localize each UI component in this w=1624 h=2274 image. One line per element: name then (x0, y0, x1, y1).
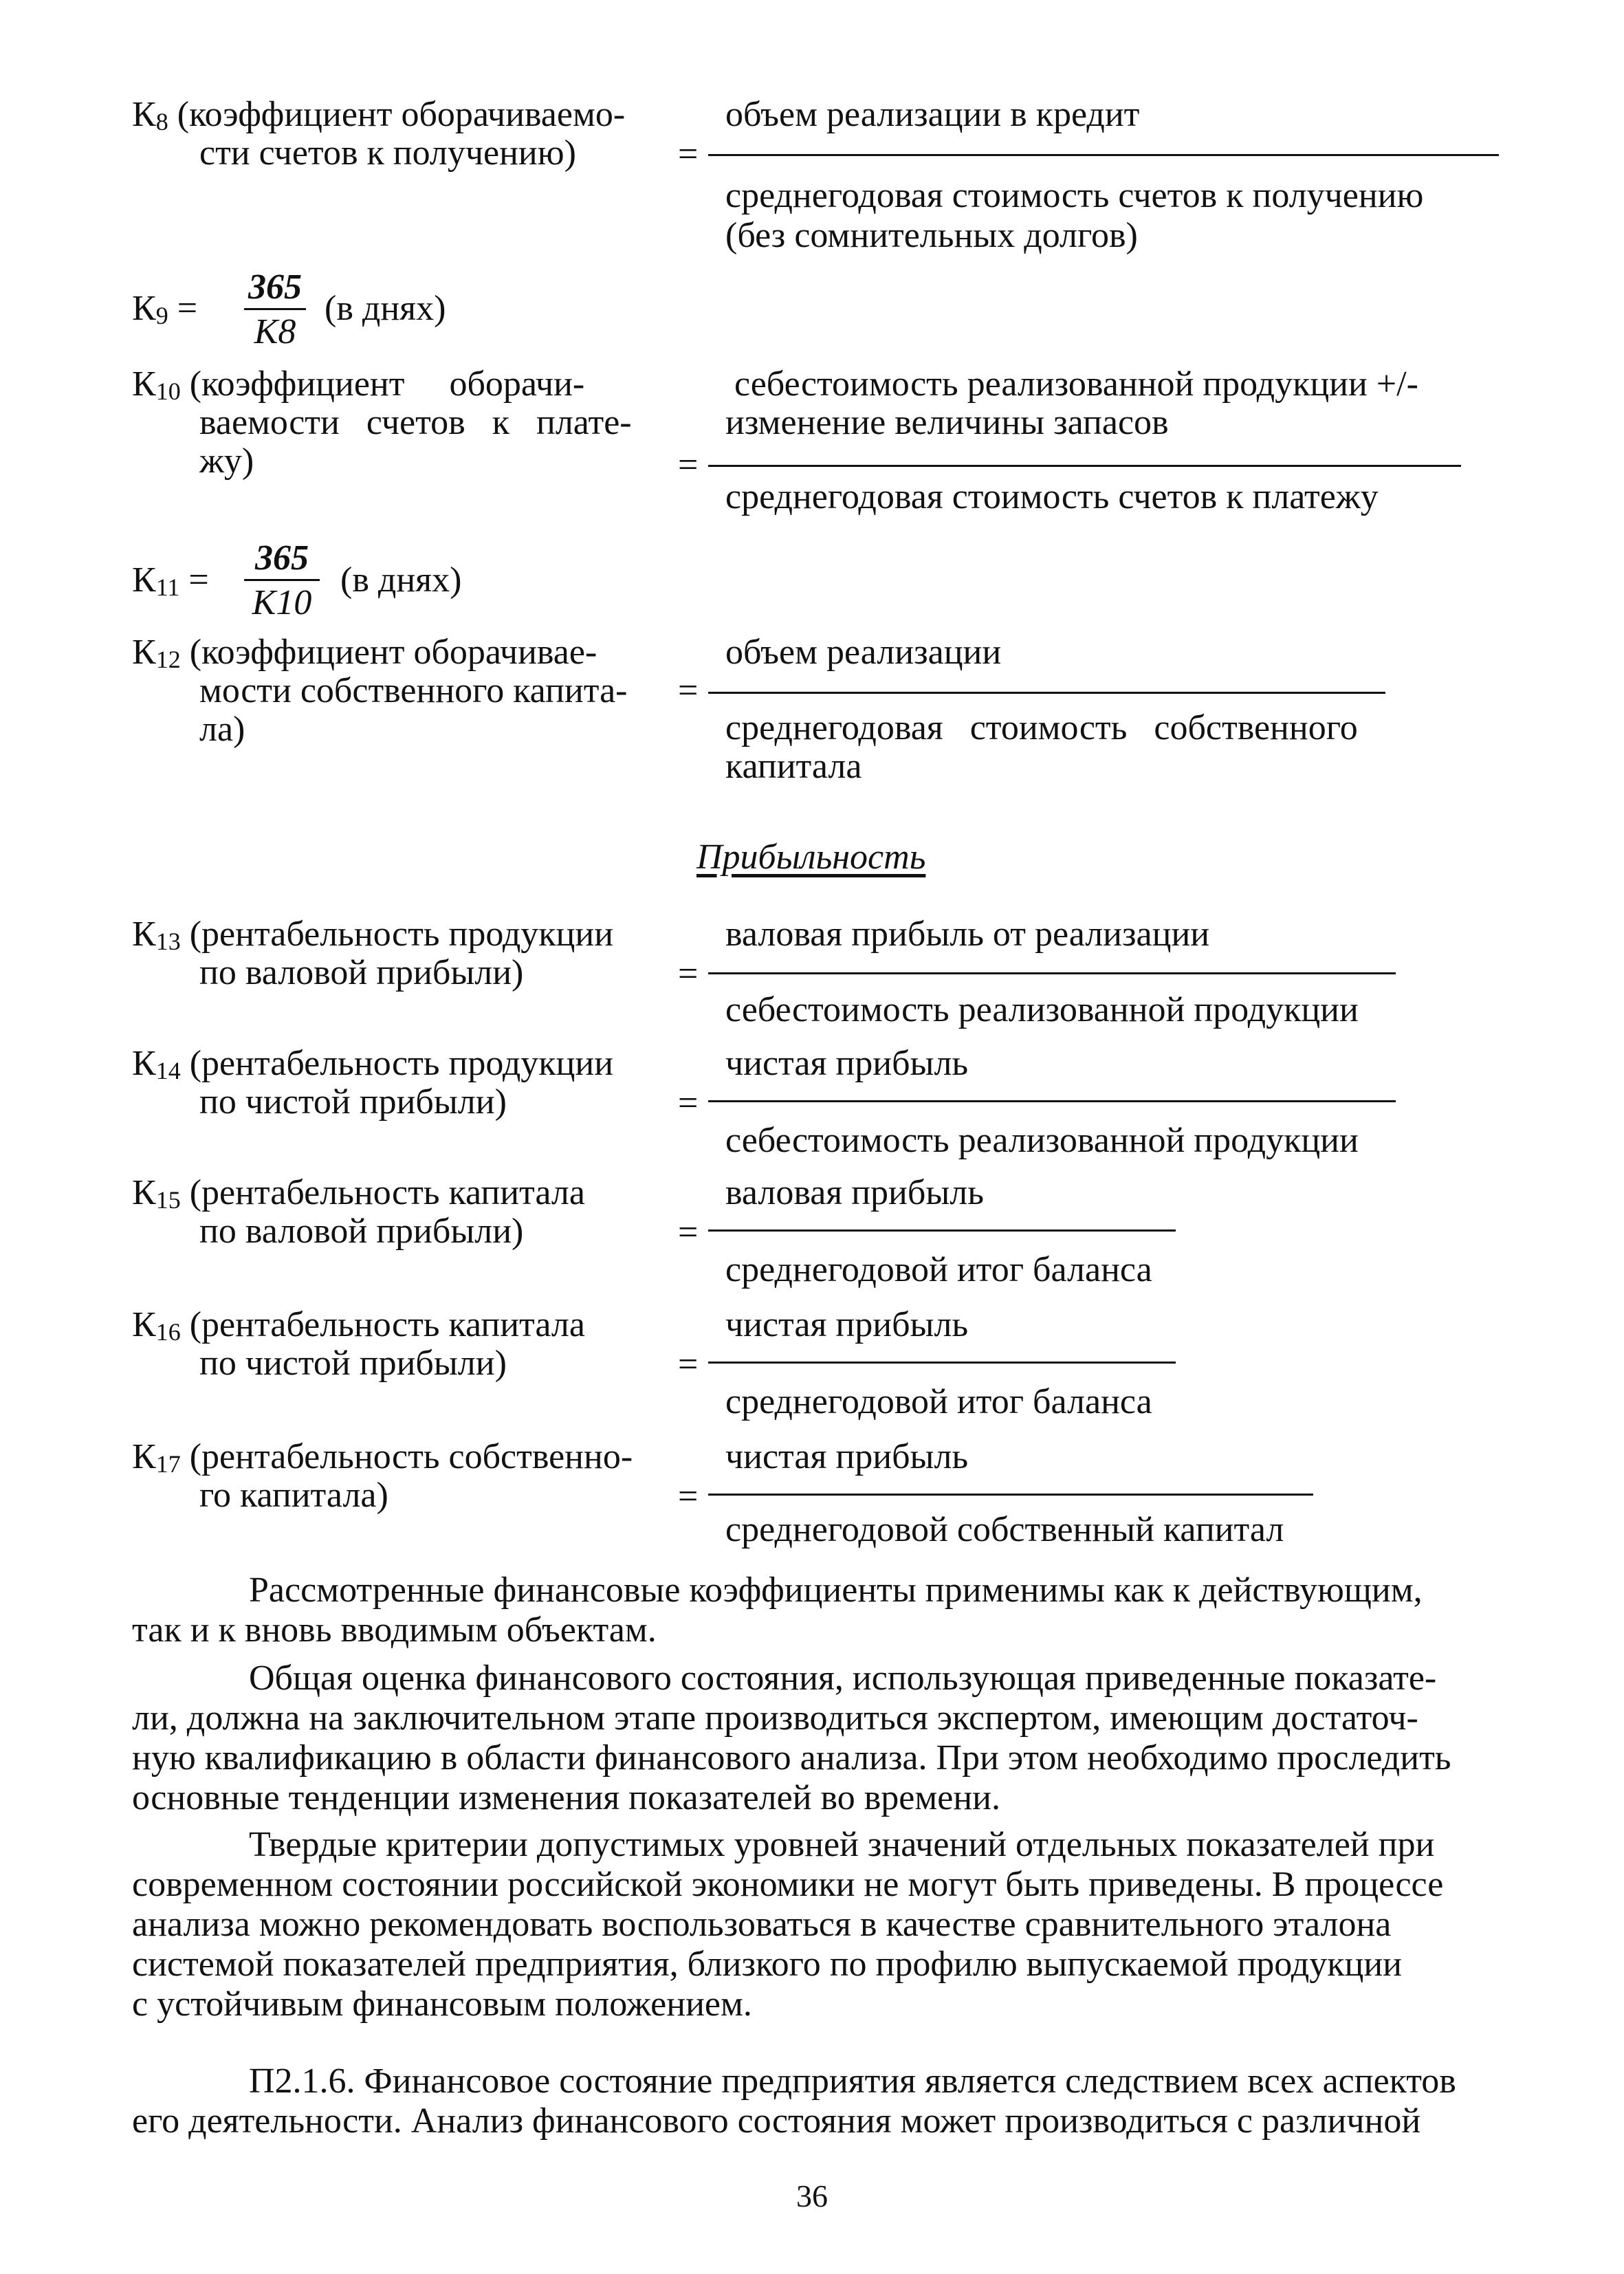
denominator: среднегодовой собственный капитал (725, 1510, 1284, 1549)
formula-label: $К_{15}$ (рентабельность капитала (132, 1173, 585, 1214)
formula-label-cont: мости собственного капита- (199, 671, 628, 710)
formula-label-cont: го капитала) (199, 1476, 388, 1515)
paragraph-line: Рассмотренные финансовые коэффициенты применимы как к действующим, (249, 1571, 1423, 1610)
denominator: K10 (252, 583, 312, 622)
fraction-bar (708, 1100, 1396, 1102)
numerator: объем реализации (725, 633, 1002, 672)
denominator: себестоимость реализованной продукции (725, 1121, 1359, 1160)
formula-label: $К_8$ (коэффициент оборачиваемо- (132, 95, 626, 136)
paragraph-line: анализа можно рекомендовать воспользоваться в качестве сравнительного эталона (132, 1905, 1392, 1944)
numerator: чистая прибыль (725, 1044, 969, 1083)
paragraph-line: его деятельности. Анализ финансового состояния может производиться с различной (132, 2101, 1421, 2141)
paragraph (132, 1659, 1514, 1818)
fraction-bar (708, 1362, 1176, 1364)
equals-sign: = (678, 1213, 699, 1252)
section-heading: Прибыльность (696, 838, 926, 877)
equals-sign: = (678, 135, 699, 174)
denominator: среднегодовой итог баланса (725, 1382, 1152, 1421)
numerator: объем реализации в кредит (725, 95, 1140, 134)
numerator: 365 (255, 538, 309, 578)
formula-label: $К_{17}$ (рентабельность собственно- (132, 1437, 633, 1478)
equals-sign: = (678, 954, 699, 994)
formula-label-cont: по чистой прибыли) (199, 1344, 507, 1383)
formula-label-cont: жу) (199, 441, 254, 481)
formula-label-cont: сти счетов к получению) (199, 133, 576, 173)
formula-label-cont: по валовой прибыли) (199, 953, 524, 992)
equals-sign: = (678, 671, 699, 710)
formula-label: $К_{11}$ = (132, 560, 209, 602)
numerator: валовая прибыль от реализации (725, 915, 1210, 954)
paragraph (132, 1825, 1514, 2024)
numerator: чистая прибыль (725, 1305, 969, 1344)
numerator: 365 (248, 267, 302, 307)
numerator: валовая прибыль (725, 1173, 984, 1212)
denominator: среднегодовой итог баланса (725, 1250, 1152, 1289)
formula-label-cont: по валовой прибыли) (199, 1212, 524, 1251)
fraction-bar (244, 308, 306, 310)
paragraph-line: так и к вновь вводимым объектам. (132, 1610, 657, 1650)
fraction (244, 267, 306, 351)
equals-sign: = (678, 1084, 699, 1123)
fraction (244, 540, 320, 621)
formula-label: $К_{12}$ (коэффициент оборачивае- (132, 633, 597, 674)
denominator: K8 (254, 312, 296, 351)
fraction-bar (244, 579, 320, 581)
fraction-bar (708, 1229, 1176, 1232)
paragraph-line: ли, должна на заключительном этапе производиться экспертом, имеющим достаточ- (132, 1698, 1418, 1738)
paragraph-line: современном состоянии российской экономики не могут быть приведены. В процессе (132, 1865, 1444, 1904)
formula-label-cont: ваемости счетов к плате- (199, 403, 632, 442)
formula-label: $К_{16}$ (рентабельность капитала (132, 1305, 585, 1346)
fraction-bar (708, 1494, 1313, 1496)
denominator-cont: (без сомнительных долгов) (725, 216, 1138, 255)
paragraph-line: с устойчивым финансовым положением. (132, 1985, 752, 2024)
numerator-cont: изменение величины запасов (725, 403, 1169, 442)
paragraph-line: основные тенденции изменения показателей во времени. (132, 1778, 1000, 1817)
fraction-bar (708, 692, 1385, 694)
paragraph-line: системой показателей предприятия, близкого по профилю выпускаемой продукции (132, 1945, 1402, 1984)
unit-label: (в днях) (340, 560, 462, 600)
numerator: чистая прибыль (725, 1437, 969, 1476)
fraction-bar (708, 465, 1461, 467)
paragraph (132, 1571, 1514, 1650)
paragraph-line: ную квалификацию в области финансового анализа. При этом необходимо проследить (132, 1738, 1451, 1778)
paragraph (132, 2062, 1514, 2141)
numerator: себестоимость реализованной продукции +/- (734, 364, 1418, 404)
denominator: среднегодовая стоимость счетов к платежу (725, 477, 1379, 516)
equals-sign: = (678, 446, 699, 485)
paragraph-line: Твердые критерии допустимых уровней значений отдельных показателей при (249, 1825, 1435, 1864)
equals-sign: = (678, 1345, 699, 1384)
denominator: среднегодовая стоимость счетов к получению (725, 176, 1424, 215)
unit-label: (в днях) (325, 289, 446, 328)
formula-label: $К_{13}$ (рентабельность продукции (132, 915, 614, 956)
denominator-cont: капитала (725, 747, 862, 786)
formula-label: $К_{14}$ (рентабельность продукции (132, 1044, 614, 1085)
formula-label: $К_9$ = (132, 289, 198, 330)
formula-label: $К_{10}$ (коэффициент оборачи- (132, 364, 585, 406)
formula-label-cont: ла) (199, 710, 245, 749)
denominator: себестоимость реализованной продукции (725, 990, 1359, 1029)
equals-sign: = (678, 1477, 699, 1516)
fraction-bar (708, 154, 1499, 156)
formula-label-cont: по чистой прибыли) (199, 1082, 507, 1122)
page-number: 36 (796, 2178, 828, 2213)
fraction-bar (708, 972, 1396, 974)
paragraph-line: Общая оценка финансового состояния, использующая приведенные показате- (249, 1659, 1437, 1698)
paragraph-line: П2.1.6. Финансовое состояние предприятия является следствием всех аспектов (249, 2062, 1456, 2101)
denominator: среднегодовая стоимость собственного (725, 708, 1358, 747)
